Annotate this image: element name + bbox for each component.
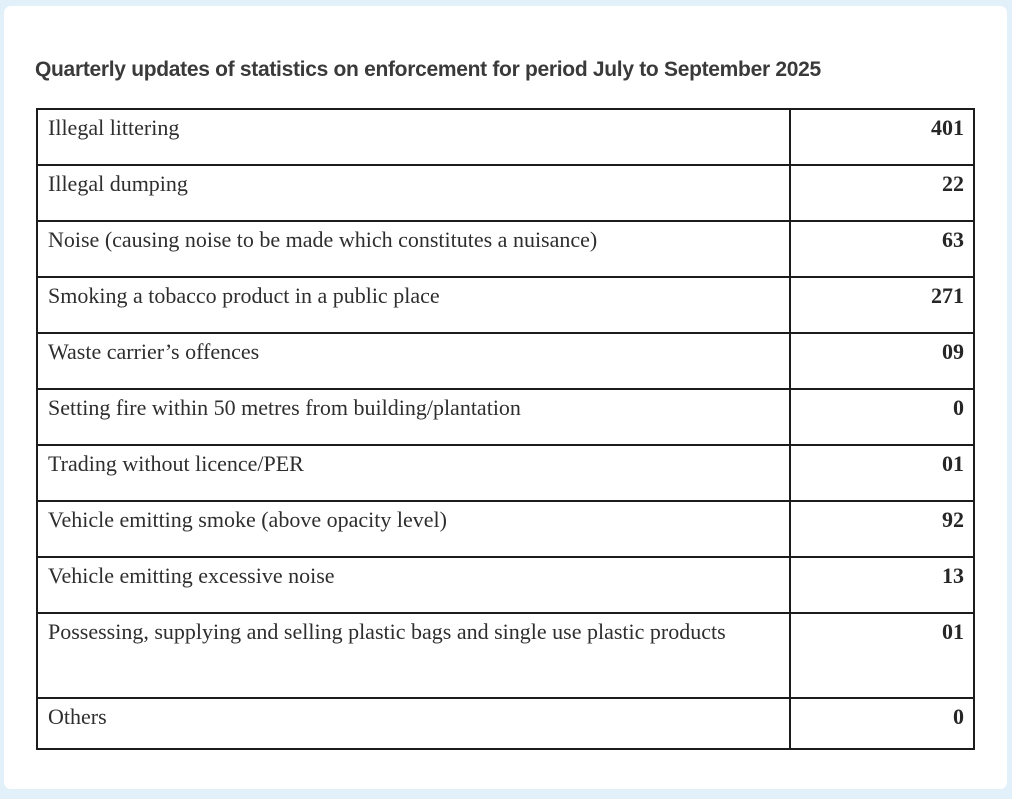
table-body	[37, 109, 974, 749]
offence-count: 401	[790, 109, 974, 165]
page-title: Quarterly updates of statistics on enforcement for period July to September 2025	[35, 58, 821, 81]
offence-label: Waste carrier’s offences	[37, 333, 790, 389]
table-row	[37, 557, 974, 613]
table-row	[37, 389, 974, 445]
offence-label: Illegal littering	[37, 109, 790, 165]
table-row	[37, 445, 974, 501]
offence-count: 271	[790, 277, 974, 333]
offence-label: Setting fire within 50 metres from building/plantation	[37, 389, 790, 445]
offence-count: 0	[790, 389, 974, 445]
offence-label: Vehicle emitting excessive noise	[37, 557, 790, 613]
offence-count: 01	[790, 445, 974, 501]
offence-label: Illegal dumping	[37, 165, 790, 221]
document-page	[4, 6, 1007, 789]
table-row	[37, 221, 974, 277]
offence-count: 63	[790, 221, 974, 277]
offence-label: Others	[37, 698, 790, 749]
offence-label: Possessing, supplying and selling plastic bags and single use plastic products	[37, 613, 790, 698]
offence-count: 0	[790, 698, 974, 749]
offence-count: 13	[790, 557, 974, 613]
table-row	[37, 501, 974, 557]
offence-label: Smoking a tobacco product in a public place	[37, 277, 790, 333]
table-row	[37, 109, 974, 165]
offence-label: Trading without licence/PER	[37, 445, 790, 501]
table-row	[37, 333, 974, 389]
offence-count: 09	[790, 333, 974, 389]
table-row	[37, 277, 974, 333]
offence-count: 22	[790, 165, 974, 221]
offence-label: Noise (causing noise to be made which constitutes a nuisance)	[37, 221, 790, 277]
enforcement-stats-table	[36, 108, 975, 750]
table-row	[37, 698, 974, 749]
offence-label: Vehicle emitting smoke (above opacity level)	[37, 501, 790, 557]
table-row	[37, 165, 974, 221]
table-row	[37, 613, 974, 698]
offence-count: 01	[790, 613, 974, 698]
offence-count: 92	[790, 501, 974, 557]
